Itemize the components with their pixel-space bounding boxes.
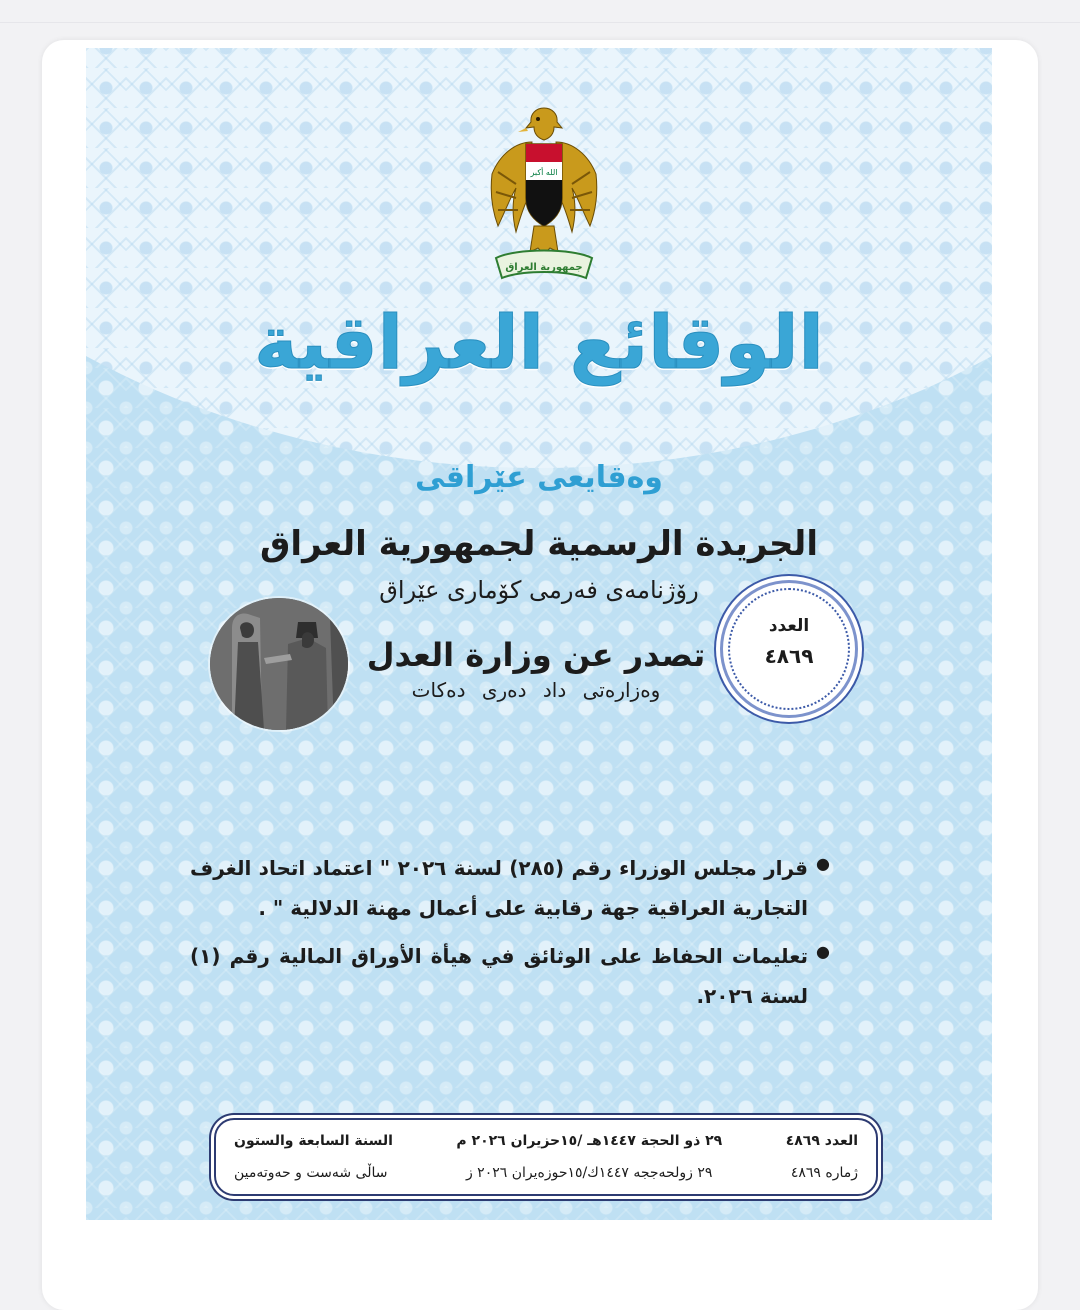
footer-row-kurdish (234, 1158, 858, 1188)
issue-footer-box (214, 1118, 878, 1196)
masthead-title-arabic: الوقائع العراقية (254, 300, 824, 386)
emblem-banner-text: الله أكبر (530, 168, 558, 177)
issue-number-seal (720, 580, 858, 718)
footer-date-arabic: ٢٩ ذو الحجة ١٤٤٧هـ /١٥حزيران ٢٠٢٦ م (456, 1133, 723, 1149)
gazette-subtitle-arabic: الجريدة الرسمية لجمهورية العراق (260, 524, 818, 564)
footer-year-kurdish: ساڵی شەست و حەوتەمین (234, 1165, 388, 1181)
issue-number: ٤٨٦٩ (764, 644, 814, 668)
footer-row-arabic (234, 1126, 858, 1156)
hammurabi-stele-icon (210, 598, 348, 730)
contents-item: ● قرار مجلس الوزراء رقم (٢٨٥) لسنة ٢٠٢٦ " اعتماد اتحاد الغرف التجارية العراقية جهة رقابية على أعمال مهنة الدلالية " . (190, 848, 830, 928)
issue-label: العدد (768, 616, 810, 636)
contents-list (190, 848, 830, 1024)
footer-issue-kurdish: ژمارە ٤٨٦٩ (790, 1165, 858, 1181)
gazette-subtitle-kurdish: رۆژنامەی فەرمی کۆماری عێراق (379, 576, 699, 604)
viewer-top-bar (0, 0, 1080, 23)
contents-item: ● تعليمات الحفاظ على الوثائق في هيأة الأوراق المالية رقم (١) لسنة ٢٠٢٦. (190, 936, 830, 1016)
footer-issue-arabic: العدد ٤٨٦٩ (785, 1133, 858, 1149)
issued-by-arabic: تصدر عن وزارة العدل (366, 636, 706, 674)
footer-date-kurdish: ٢٩ زولحەججە ١٤٤٧ك/١٥حوزەیران ٢٠٢٦ ز (465, 1165, 713, 1181)
masthead-title-kurdish: وەقایعی عێراقی (415, 460, 663, 495)
hammurabi-relief-image (210, 598, 348, 730)
footer-year-arabic: السنة السابعة والستون (234, 1133, 393, 1149)
issued-by-kurdish: وەزارەتی داد دەری دەکات (411, 678, 661, 702)
gazette-cover (86, 48, 992, 1220)
iraq-coat-of-arms-icon (486, 102, 602, 292)
emblem-scroll-text: جمهورية العراق (505, 262, 583, 273)
